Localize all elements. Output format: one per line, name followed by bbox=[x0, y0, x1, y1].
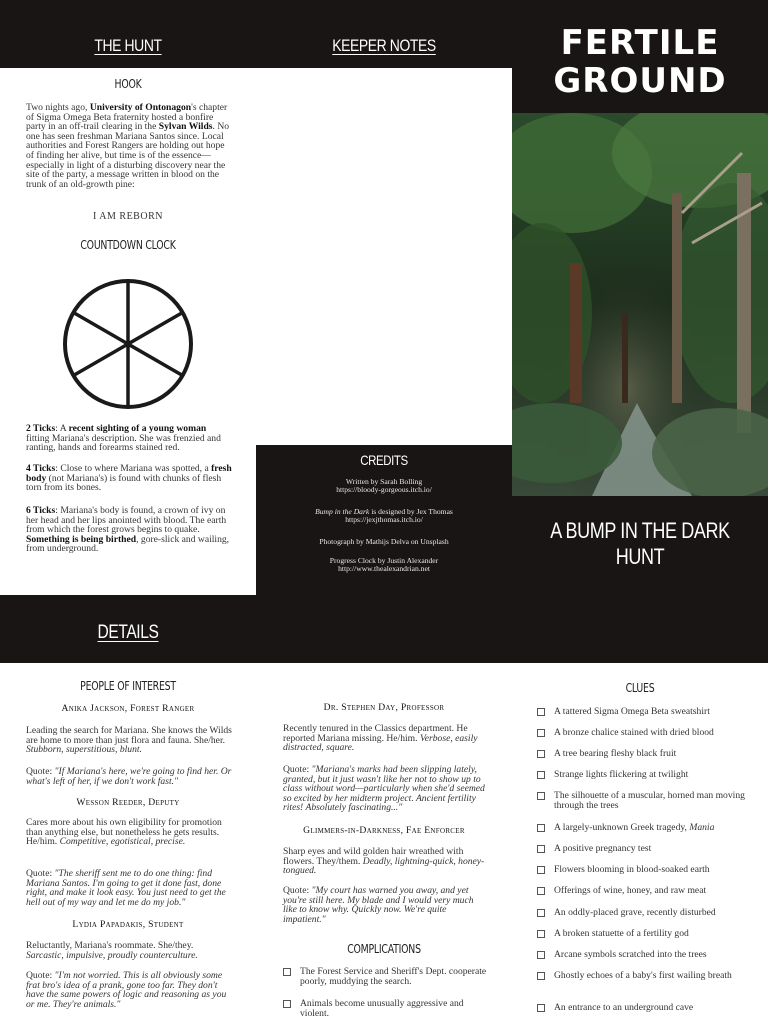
anika-quote: Quote: "If Mariana's here, we're going to find her. Or what's left of her, if we don't work fast." bbox=[26, 766, 232, 787]
stephen-name: Dr. Stephen Day, Professor bbox=[323, 702, 445, 713]
clue-item: An entrance to an underground cave bbox=[537, 1003, 747, 1013]
checkbox-icon[interactable] bbox=[283, 968, 291, 976]
complications-heading: COMPLICATIONS bbox=[347, 942, 421, 956]
title-line-2: GROUND bbox=[553, 61, 727, 101]
lydia-name: Lydia Papadakis, Student bbox=[72, 919, 184, 930]
credit-writer: Written by Sarah Bolling bbox=[345, 477, 423, 486]
credit-photo: Photograph by Mathijs Delva on Unsplash bbox=[319, 536, 449, 546]
credits-heading: CREDITS bbox=[360, 452, 408, 468]
title-line-1: FERTILE bbox=[560, 23, 720, 63]
stephen-desc: Recently tenured in the Classics department. He reported Mariana missing. He/him. Verbose, easily distracted, square. bbox=[283, 723, 478, 754]
stephen-quote: Quote: "Mariana's marks had been slipping lately, granted, but it just wasn't like her not to show up to class without word—particularly when she'd seemed so excited by her midterm project. Ancient fertility rites! Absolutely fascinating..." bbox=[283, 764, 485, 814]
clue-item: A largely-unknown Greek tragedy, Mania bbox=[537, 823, 747, 833]
clue-item: Offerings of wine, honey, and raw meat bbox=[537, 886, 747, 896]
checkbox-icon[interactable] bbox=[283, 1000, 291, 1008]
anika-name: Anika Jackson, Forest Ranger bbox=[61, 703, 195, 714]
title-block bbox=[512, 24, 768, 100]
hook-paragraph: Two nights ago, University of Ontonagon's chapter of Sigma Omega Beta fraternity hosted a bonfire party in an off-trail clearing in the Sylvan Wilds. No one has seen freshman Mariana Santos since. Local authorities and Forest Rangers are holding out hope of finding her alive, but time is of the essence—especially in light of a disturbing discovery near the site of the party, a message written in blood on the trunk of an old-growth pine: bbox=[26, 102, 230, 190]
credit-designer: Bump in the Dark is designed by Jex Thomas bbox=[315, 506, 453, 516]
wesson-desc: Cares more about his own eligibility for promotion than anything else, but nonetheless he gets results. He/him. Competitive, egotistical, precise. bbox=[26, 817, 222, 848]
people-heading: PEOPLE OF INTEREST bbox=[80, 679, 176, 693]
checkbox-icon[interactable] bbox=[537, 951, 545, 959]
checkbox-icon[interactable] bbox=[537, 972, 545, 980]
lydia-quote: Quote: "I'm not worried. This is all obviously some frat bro's idea of a prank, gone too far. They don't have the same powers of logic and reasoning as you or me. They're animals." bbox=[26, 970, 227, 1010]
checkbox-icon[interactable] bbox=[537, 909, 545, 917]
clue-item: Flowers blooming in blood-soaked earth bbox=[537, 865, 747, 875]
credit-designer-link[interactable]: https://jexjthomas.itch.io/ bbox=[345, 515, 423, 525]
glimmers-desc: Sharp eyes and wild golden hair wreathed with flowers. They/them. Deadly, lightning-quick, honey-tongued. bbox=[283, 846, 485, 877]
hook-message: I AM REBORN bbox=[93, 211, 163, 222]
credit-writer-link[interactable]: https://bloody-gorgeous.itch.io/ bbox=[336, 485, 432, 495]
wesson-name: Wesson Reeder, Deputy bbox=[76, 797, 180, 808]
clue-item: A bronze chalice stained with dried blood bbox=[537, 728, 747, 738]
lydia-desc: Reluctantly, Mariana's roommate. She/they. Sarcastic, impulsive, proudly counterculture. bbox=[26, 940, 198, 961]
hook-heading: HOOK bbox=[114, 77, 142, 91]
details-heading: DETAILS bbox=[97, 622, 159, 643]
checkbox-icon[interactable] bbox=[537, 866, 545, 874]
checkbox-icon[interactable] bbox=[537, 845, 545, 853]
credit-clock-link[interactable]: http://www.thealexandrian.net bbox=[338, 564, 430, 574]
progress-clock-icon bbox=[60, 276, 196, 412]
complication-item: The Forest Service and Sheriff's Dept. cooperate poorly, muddying the search. bbox=[283, 967, 493, 986]
checkbox-icon[interactable] bbox=[537, 750, 545, 758]
checkbox-icon[interactable] bbox=[537, 824, 545, 832]
wesson-quote: Quote: "The sheriff sent me to do one thing: find Mariana Santos. I'm going to get it done fast, done right, and make it look easy. You just need to get the hell out of my way and let me do my job." bbox=[26, 868, 226, 908]
anika-desc: Leading the search for Mariana. She knows the Wilds are home to more than just flora and fauna. She/her. Stubborn, superstitious, blunt. bbox=[26, 725, 232, 756]
checkbox-icon[interactable] bbox=[537, 792, 545, 800]
subtitle: A BUMP IN THE DARK HUNT bbox=[550, 518, 730, 569]
clue-item: The silhouette of a muscular, horned man moving through the trees bbox=[537, 791, 747, 811]
clue-item: A tree bearing fleshy black fruit bbox=[537, 749, 747, 759]
checkbox-icon[interactable] bbox=[537, 1004, 545, 1012]
checkbox-icon[interactable] bbox=[537, 930, 545, 938]
clue-item: Strange lights flickering at twilight bbox=[537, 770, 747, 780]
checkbox-icon[interactable] bbox=[537, 729, 545, 737]
checkbox-icon[interactable] bbox=[537, 771, 545, 779]
complication-item: Animals become unusually aggressive and violent. bbox=[283, 999, 493, 1018]
clue-item: A positive pregnancy test bbox=[537, 844, 747, 854]
checkbox-icon[interactable] bbox=[537, 708, 545, 716]
tick-4-text: 4 Ticks: Close to where Mariana was spotted, a fresh body (not Mariana's) is found with chunks of flesh torn from its bones. bbox=[26, 463, 232, 494]
glimmers-name: Glimmers-in-Darkness, Fae Enforcer bbox=[303, 825, 465, 836]
checkbox-icon[interactable] bbox=[537, 887, 545, 895]
clue-item: A broken statuette of a fertility god bbox=[537, 929, 747, 939]
forest-photo bbox=[512, 113, 768, 496]
tick-2-text: 2 Ticks: A recent sighting of a young woman fitting Mariana's description. She was frenzied and ranting, hands and forearms stained red. bbox=[26, 423, 221, 454]
keeper-notes-heading: KEEPER NOTES bbox=[332, 36, 436, 55]
clue-item: Ghostly echoes of a baby's first wailing breath bbox=[537, 971, 747, 981]
clues-heading: CLUES bbox=[625, 681, 655, 695]
credit-clock: Progress Clock by Justin Alexander bbox=[329, 556, 439, 566]
clue-item: A tattered Sigma Omega Beta sweatshirt bbox=[537, 707, 747, 717]
clue-item: An oddly-placed grave, recently disturbed bbox=[537, 908, 747, 918]
clue-item: Arcane symbols scratched into the trees bbox=[537, 950, 747, 960]
credits-block bbox=[256, 478, 512, 574]
countdown-heading: COUNTDOWN CLOCK bbox=[80, 238, 176, 252]
glimmers-quote: Quote: "My court has warned you away, and yet you're still here. My blade and I would very much like to know why. Quickly now. We're quite impatient." bbox=[283, 885, 474, 925]
tick-6-text: 6 Ticks: Mariana's body is found, a crown of ivy on her head and her lips anointed with blood. The earth from which the forest grows begins to quake. Something is being birthed, gore-slick and wailing, from underground. bbox=[26, 505, 230, 555]
the-hunt-heading: THE HUNT bbox=[94, 36, 162, 55]
